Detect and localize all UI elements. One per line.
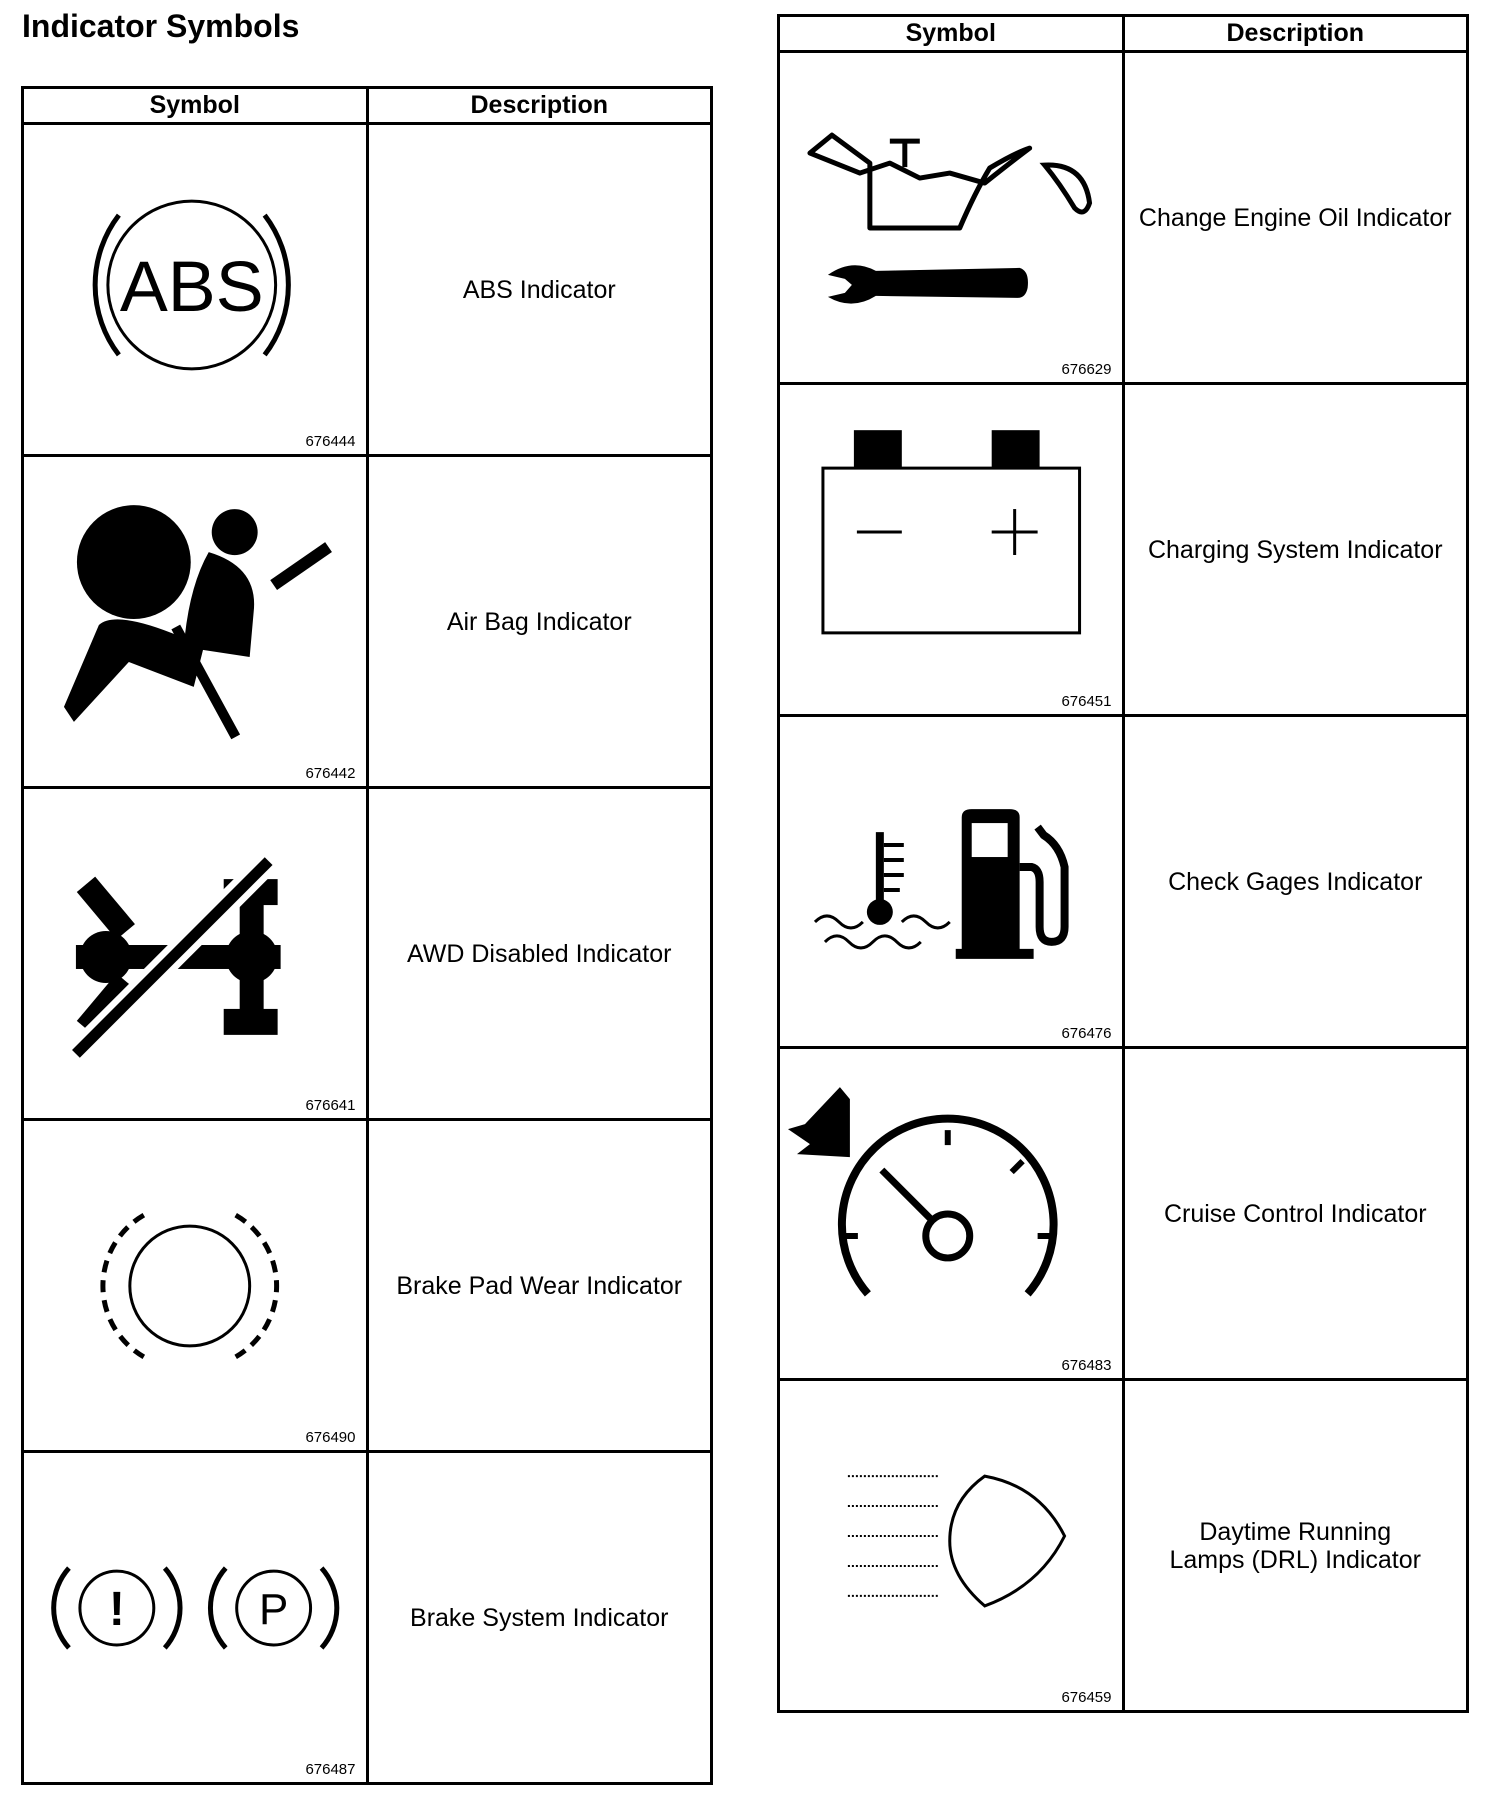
description-cell: AWD Disabled Indicator — [367, 788, 712, 1120]
indicator-table-left — [21, 86, 713, 1785]
headlamp-icon — [780, 1381, 1122, 1710]
table-row — [779, 384, 1468, 716]
symbol-code: 676442 — [305, 765, 356, 782]
symbol-code: 676476 — [1061, 1025, 1112, 1042]
description-cell: Cruise Control Indicator — [1123, 1048, 1468, 1380]
symbol-column-header: Symbol — [779, 16, 1124, 52]
page-title: Indicator Symbols — [22, 8, 300, 44]
description-cell: Change Engine Oil Indicator — [1123, 52, 1468, 384]
exclamation-icon-text: ! — [108, 1582, 125, 1636]
oil-can-wrench-icon — [780, 53, 1122, 382]
indicator-table-right — [777, 14, 1469, 1713]
description-cell: Brake Pad Wear Indicator — [367, 1120, 712, 1452]
symbol-cell — [23, 1452, 368, 1784]
table-row — [23, 124, 712, 456]
coolant-fuel-icon — [780, 717, 1122, 1046]
symbol-cell — [779, 384, 1124, 716]
table-row — [779, 716, 1468, 1048]
description-column-header: Description — [367, 88, 712, 124]
symbol-cell — [779, 716, 1124, 1048]
table-row — [23, 456, 712, 788]
abs-icon-text: ABS — [119, 246, 264, 327]
description-cell: ABS Indicator — [367, 124, 712, 456]
table-row — [23, 1452, 712, 1784]
abs-icon — [24, 125, 366, 454]
description-column-header: Description — [1123, 16, 1468, 52]
description-cell: Air Bag Indicator — [367, 456, 712, 788]
parking-icon-text: P — [258, 1584, 289, 1634]
symbol-code: 676459 — [1061, 1689, 1112, 1706]
symbol-cell — [23, 124, 368, 456]
symbol-cell — [779, 1380, 1124, 1712]
battery-icon — [780, 385, 1122, 714]
symbol-cell — [779, 52, 1124, 384]
symbol-column-header: Symbol — [23, 88, 368, 124]
table-row — [779, 1048, 1468, 1380]
symbol-code: 676629 — [1061, 361, 1112, 378]
table-header-row — [23, 88, 712, 124]
symbol-cell — [779, 1048, 1124, 1380]
brake-system-icon — [24, 1453, 366, 1782]
symbol-cell — [23, 1120, 368, 1452]
table-row — [779, 52, 1468, 384]
symbol-code: 676444 — [305, 433, 356, 450]
table-row — [23, 788, 712, 1120]
description-cell: Charging System Indicator — [1123, 384, 1468, 716]
table-row — [23, 1120, 712, 1452]
table-row — [779, 1380, 1468, 1712]
symbol-code: 676487 — [305, 1761, 356, 1778]
table-header-row — [779, 16, 1468, 52]
brake-pad-wear-icon — [24, 1121, 366, 1450]
cruise-speedometer-icon — [780, 1049, 1122, 1378]
symbol-cell — [23, 788, 368, 1120]
description-cell: Check Gages Indicator — [1123, 716, 1468, 1048]
symbol-code: 676490 — [305, 1429, 356, 1446]
symbol-code: 676641 — [305, 1097, 356, 1114]
description-cell: Brake System Indicator — [367, 1452, 712, 1784]
symbol-code: 676451 — [1061, 693, 1112, 710]
symbol-code: 676483 — [1061, 1357, 1112, 1374]
symbol-cell — [23, 456, 368, 788]
air-bag-icon — [24, 457, 366, 786]
description-cell: Daytime Running Lamps (DRL) Indicator — [1123, 1380, 1468, 1712]
awd-disabled-icon — [24, 789, 366, 1118]
